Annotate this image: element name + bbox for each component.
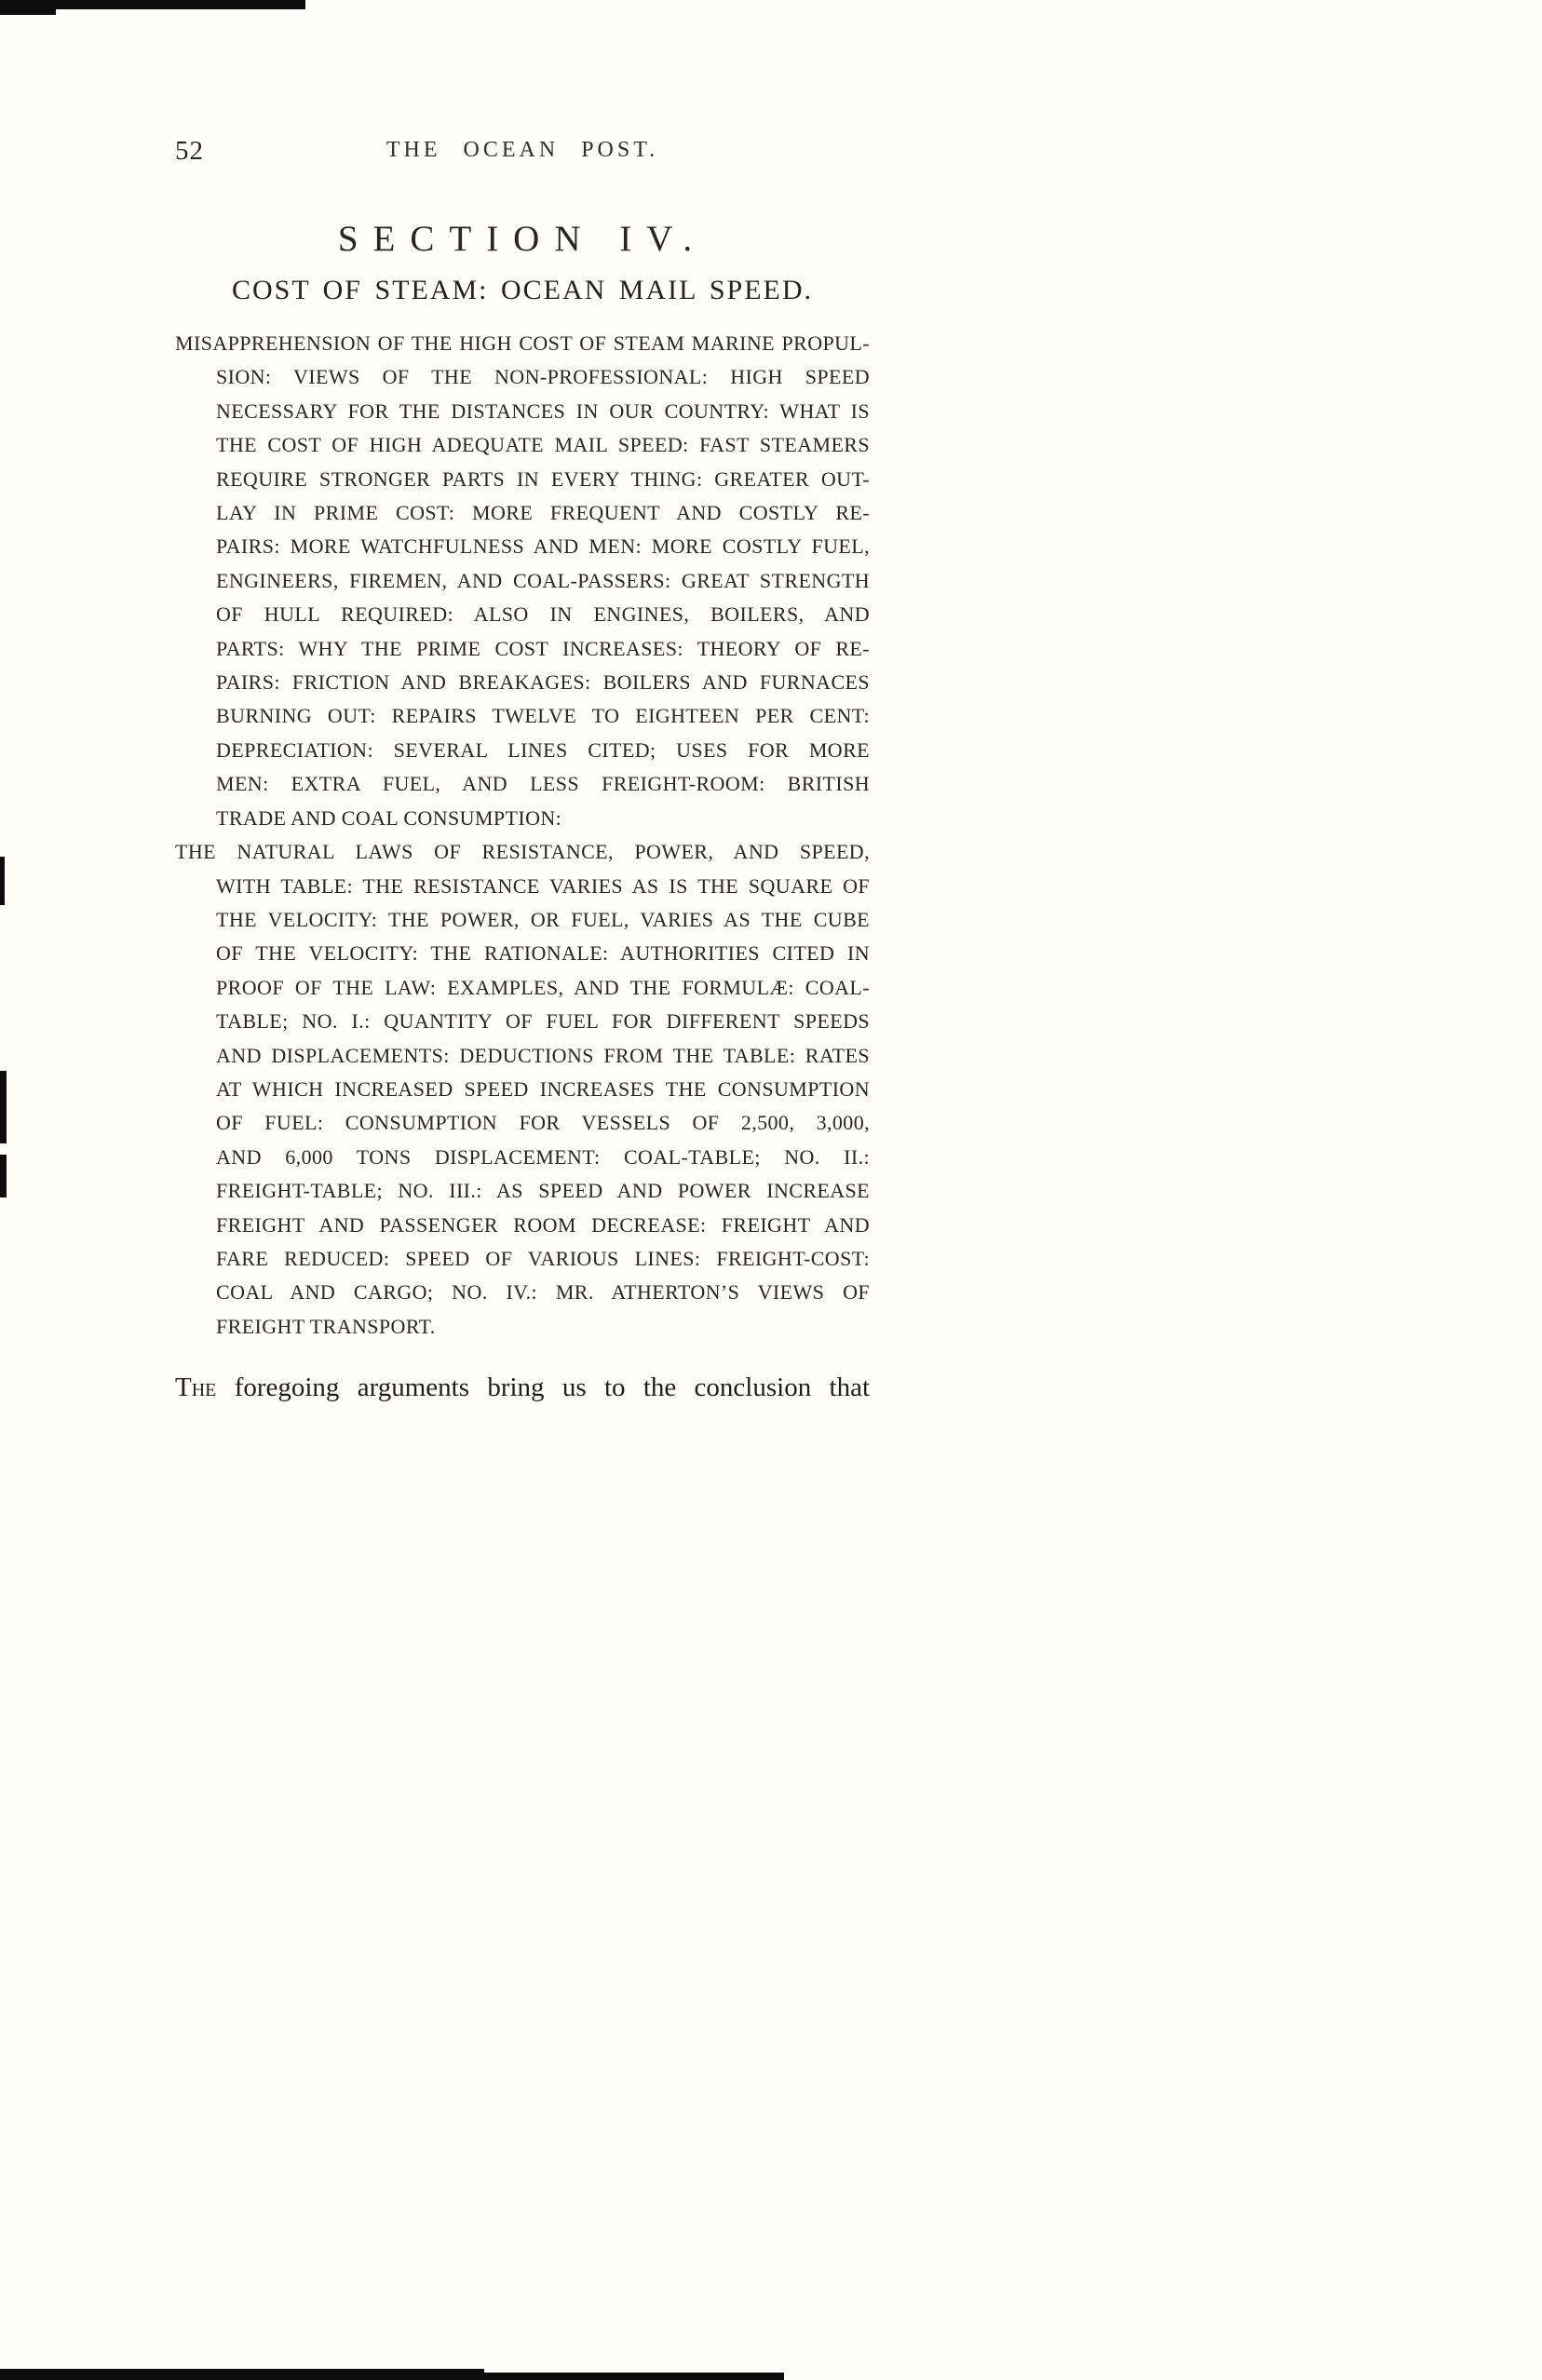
body-lead-word: The bbox=[175, 1373, 217, 1403]
scan-artifact-bottom-2 bbox=[0, 2373, 784, 2380]
scan-artifact-left-1 bbox=[0, 857, 5, 905]
synopsis-line: MEN: EXTRA FUEL, AND LESS FREIGHT-ROOM: BRITISH bbox=[216, 772, 870, 796]
synopsis-line: THE COST OF HIGH ADEQUATE MAIL SPEED: FAST STEAMERS bbox=[216, 433, 870, 457]
running-head: THE OCEAN POST. bbox=[386, 138, 659, 162]
synopsis-line: BURNING OUT: REPAIRS TWELVE TO EIGHTEEN PER CENT: bbox=[216, 704, 870, 728]
synopsis-line: LAY IN PRIME COST: MORE FREQUENT AND COSTLY RE- bbox=[216, 501, 870, 525]
body-paragraph bbox=[175, 1368, 870, 1407]
synopsis-line: REQUIRE STRONGER PARTS IN EVERY THING: GREATER OUT- bbox=[216, 467, 870, 491]
synopsis-line: THE VELOCITY: THE POWER, OR FUEL, VARIES AS THE CUBE bbox=[216, 907, 870, 931]
synopsis-line: AND 6,000 TONS DISPLACEMENT: COAL-TABLE; NO. II.: bbox=[216, 1144, 870, 1169]
synopsis-line: OF FUEL: CONSUMPTION FOR VESSELS OF 2,500, 3,000, bbox=[216, 1111, 870, 1135]
scan-artifact-left-3 bbox=[0, 1155, 7, 1197]
scan-artifact-left-2 bbox=[0, 1071, 7, 1143]
synopsis-line: DEPRECIATION: SEVERAL LINES CITED; USES FOR MORE bbox=[216, 737, 870, 762]
synopsis-line: TABLE; NO. I.: QUANTITY OF FUEL FOR DIFFERENT SPEEDS bbox=[216, 1009, 870, 1034]
synopsis-line: PAIRS: FRICTION AND BREAKAGES: BOILERS AND FURNACES bbox=[216, 670, 870, 695]
synopsis-block-1 bbox=[175, 327, 870, 835]
synopsis-line: FARE REDUCED: SPEED OF VARIOUS LINES: FREIGHT-COST: bbox=[216, 1246, 870, 1270]
page-header bbox=[175, 136, 870, 175]
synopsis-block-2 bbox=[175, 835, 870, 1344]
section-subtitle: COST OF STEAM: OCEAN MAIL SPEED. bbox=[231, 275, 814, 305]
synopsis-line: FREIGHT TRANSPORT. bbox=[216, 1314, 436, 1338]
synopsis-line: AT WHICH INCREASED SPEED INCREASES THE CONSUMPTION bbox=[216, 1076, 870, 1101]
synopsis-line: ENGINEERS, FIREMEN, AND COAL-PASSERS: GREAT STRENGTH bbox=[216, 568, 870, 592]
synopsis-line: NECESSARY FOR THE DISTANCES IN OUR COUNTRY: WHAT IS bbox=[216, 399, 870, 423]
synopsis-line: PROOF OF THE LAW: EXAMPLES, AND THE FORMULÆ: COAL- bbox=[216, 975, 870, 999]
synopsis bbox=[175, 327, 870, 1344]
synopsis-line: PAIRS: MORE WATCHFULNESS AND MEN: MORE COSTLY FUEL, bbox=[216, 534, 870, 559]
synopsis-line: PARTS: WHY THE PRIME COST INCREASES: THEORY OF RE- bbox=[216, 636, 870, 660]
section-title: SECTION IV. bbox=[337, 219, 708, 259]
synopsis-line: FREIGHT-TABLE; NO. III.: AS SPEED AND POWER INCREASE bbox=[216, 1179, 870, 1203]
synopsis-line: THE NATURAL LAWS OF RESISTANCE, POWER, AND SPEED, bbox=[175, 840, 870, 864]
page-number: 52 bbox=[175, 136, 204, 166]
synopsis-line: SION: VIEWS OF THE NON-PROFESSIONAL: HIGH SPEED bbox=[216, 365, 870, 389]
synopsis-line: COAL AND CARGO; NO. IV.: MR. ATHERTON’S VIEWS OF bbox=[216, 1280, 870, 1305]
synopsis-line: TRADE AND COAL CONSUMPTION: bbox=[216, 805, 562, 830]
synopsis-line: OF HULL REQUIRED: ALSO IN ENGINES, BOILERS, AND bbox=[216, 602, 870, 627]
text-block bbox=[175, 136, 870, 1407]
synopsis-line: FREIGHT AND PASSENGER ROOM DECREASE: FREIGHT AND bbox=[216, 1212, 870, 1237]
synopsis-line: MISAPPREHENSION OF THE HIGH COST OF STEAM MARINE PROPUL- bbox=[175, 331, 870, 355]
scan-artifact-top-nub bbox=[0, 0, 56, 15]
body-text: foregoing arguments bring us to the conclusion that bbox=[234, 1373, 870, 1403]
synopsis-line: AND DISPLACEMENTS: DEDUCTIONS FROM THE TABLE: RATES bbox=[216, 1043, 870, 1067]
synopsis-line: WITH TABLE: THE RESISTANCE VARIES AS IS THE SQUARE OF bbox=[216, 873, 870, 898]
synopsis-line: OF THE VELOCITY: THE RATIONALE: AUTHORITIES CITED IN bbox=[216, 941, 870, 966]
